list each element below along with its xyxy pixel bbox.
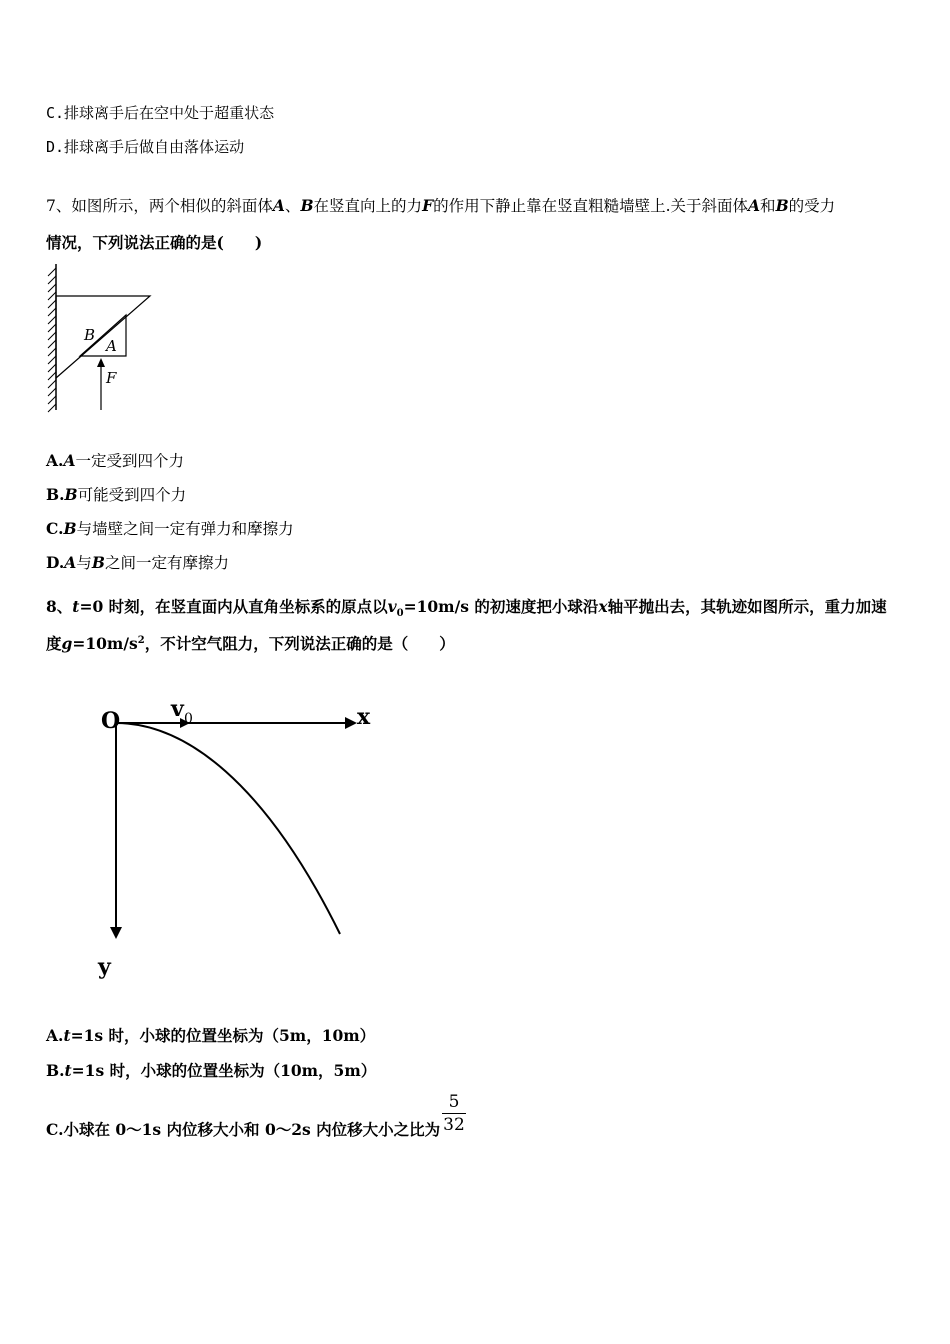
option-var: t xyxy=(63,1026,71,1045)
option-var: B xyxy=(63,519,77,538)
q7-number: 7、 xyxy=(46,197,72,215)
option-text: 之间一定有摩擦力 xyxy=(104,554,229,572)
q8-stem-text: =10m/s 的初速度把小球沿 xyxy=(403,597,599,616)
q8-stem-text: =10m/s xyxy=(72,634,138,653)
fraction-bar xyxy=(442,1113,466,1114)
q7-stem-text: 在竖直向上的力 xyxy=(313,197,423,215)
q8-stem-text: =0 时刻，在竖直面内从直角坐标系的原点以 xyxy=(79,597,388,616)
q7-sep: 、 xyxy=(284,197,301,215)
trajectory-curve xyxy=(116,723,340,934)
q7-var-a: A xyxy=(748,196,761,215)
option-prefix: B. xyxy=(46,1061,65,1080)
option-var: B xyxy=(91,553,105,572)
v-label: v xyxy=(171,696,184,722)
option-text: =1s 时，小球的位置坐标为（5m，10m） xyxy=(70,1026,376,1045)
q8-var-x: x xyxy=(598,597,608,616)
q7-stem-line1 xyxy=(46,194,835,216)
q8-figure xyxy=(95,692,385,992)
v-sub-label: 0 xyxy=(184,711,193,727)
option-prefix: A. xyxy=(46,451,64,470)
origin-label: O xyxy=(101,708,121,734)
y-axis-arrowhead xyxy=(110,927,122,939)
option-d-prev: D.排球离手后做自由落体运动 xyxy=(46,138,245,156)
option-var: A xyxy=(64,553,77,572)
q8-stem-text: ，不计空气阻力，下列说法正确的是（ ） xyxy=(144,634,455,653)
q7-stem-text: 的受力 xyxy=(788,197,836,215)
x-label: x xyxy=(357,704,371,730)
fraction-denominator: 32 xyxy=(443,1115,465,1135)
q7-stem-text: 情况，下列说法正确的是( ) xyxy=(46,233,263,252)
q7-option-d xyxy=(46,551,229,573)
option-text: 与墙壁之间一定有弹力和摩擦力 xyxy=(76,520,294,538)
fraction-numerator: 5 xyxy=(448,1092,460,1112)
q7-var-b: B xyxy=(300,196,314,215)
q8-stem-text: 度 xyxy=(46,634,62,653)
option-c-prev: C.排球离手后在空中处于超重状态 xyxy=(46,104,275,122)
q7-var-b: B xyxy=(775,196,789,215)
label-a: A xyxy=(106,337,117,355)
option-prefix: A. xyxy=(46,1026,64,1045)
option-var: t xyxy=(64,1061,72,1080)
q7-stem-text: 如图所示，两个相似的斜面体 xyxy=(71,197,273,215)
q8-stem-line1 xyxy=(46,595,887,619)
q8-sup: 2 xyxy=(137,634,145,646)
fraction xyxy=(442,1092,466,1135)
option-prefix: B. xyxy=(46,485,65,504)
q8-var-g: g xyxy=(61,634,73,653)
q7-figure xyxy=(40,260,160,415)
q8-stem-line2 xyxy=(46,632,455,654)
y-label: y xyxy=(98,954,111,980)
q8-var-t: t xyxy=(72,597,80,616)
q7-stem-text: 的作用下静止靠在竖直粗糙墙壁上.关于斜面体 xyxy=(433,197,749,215)
q7-option-b xyxy=(46,483,186,505)
option-prefix: D. xyxy=(46,553,65,572)
option-text: =1s 时，小球的位置坐标为（10m，5m） xyxy=(71,1061,377,1080)
q7-and: 和 xyxy=(760,197,776,215)
q7-stem-line2 xyxy=(46,231,262,253)
q7-var-a: A xyxy=(272,196,285,215)
q8-stem-text: 轴平抛出去，其轨迹如图所示，重力加速 xyxy=(607,597,887,616)
q8-option-a xyxy=(46,1024,375,1046)
option-text: 一定受到四个力 xyxy=(75,452,184,470)
label-f: F xyxy=(106,369,117,387)
q8-option-b xyxy=(46,1059,376,1081)
q8-var-v: v xyxy=(387,597,397,616)
option-text: 可能受到四个力 xyxy=(77,486,187,504)
q8-number: 8、 xyxy=(46,597,73,616)
option-text: C.小球在 0～1s 内位移大小和 0～2s 内位移大小之比为 xyxy=(46,1120,441,1139)
q7-var-f: F xyxy=(422,196,434,215)
q8-option-c xyxy=(46,1118,440,1140)
option-var: A xyxy=(63,451,76,470)
option-var: B xyxy=(64,485,78,504)
option-text: 与 xyxy=(76,554,92,572)
option-prefix: C. xyxy=(46,519,64,538)
force-arrowhead xyxy=(97,358,105,367)
x-axis-arrowhead xyxy=(345,717,357,729)
q8-var-v-sub: 0 xyxy=(396,608,404,620)
label-b: B xyxy=(84,326,96,344)
q7-option-a xyxy=(46,449,184,471)
q7-option-c xyxy=(46,517,294,539)
